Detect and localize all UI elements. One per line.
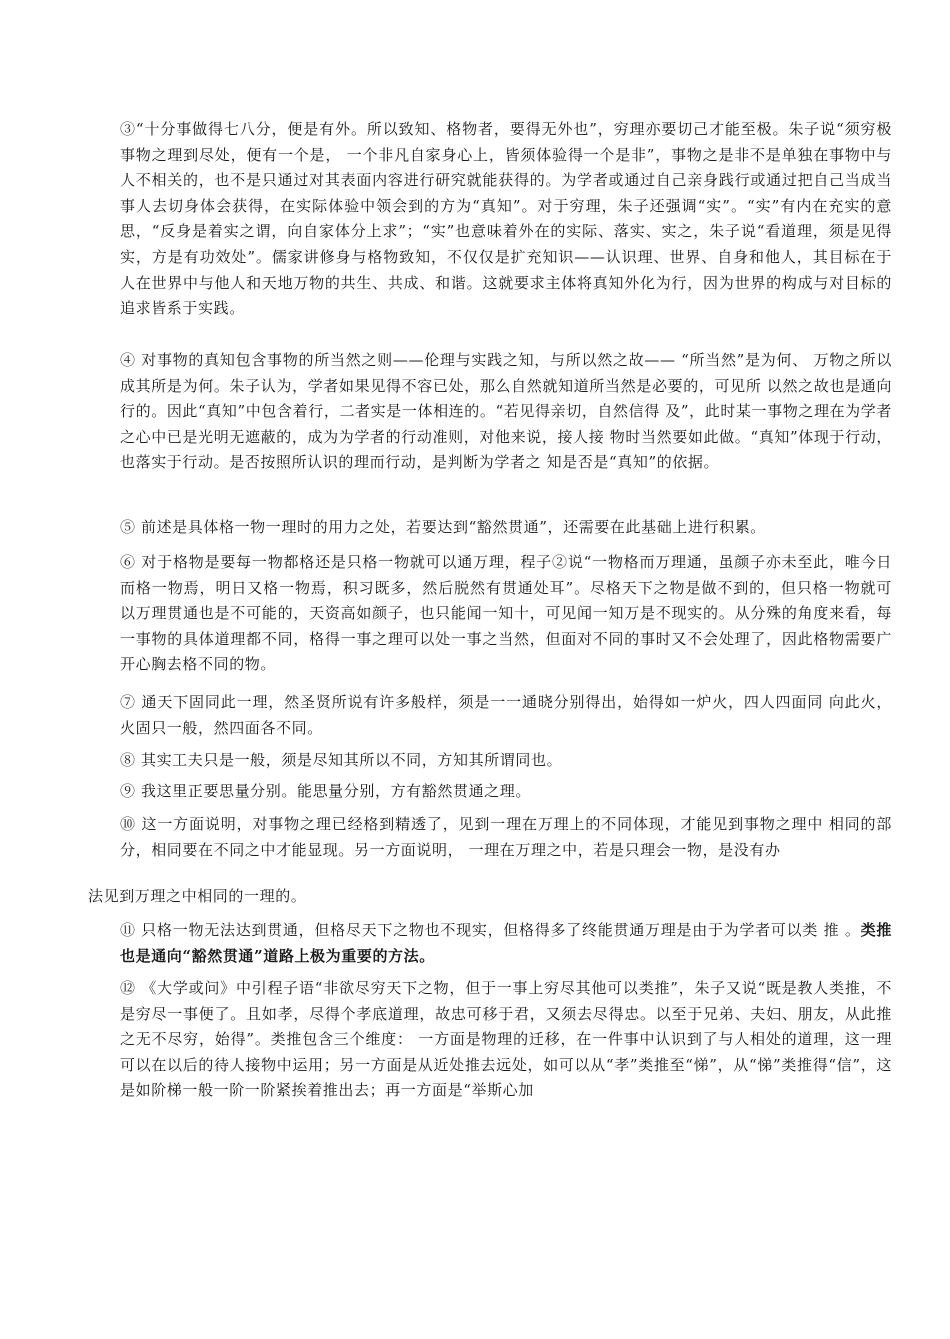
paragraph-11-bold-text: 类推也是通向“豁然贯通”道路上极为重要的方法。 [120, 921, 892, 965]
paragraph-11-text: ⑪ 只格一物无法达到贯通，但格尽天下之物也不现实，但格得多了终能贯通万理是由于为学者可以类 推 。 [120, 921, 861, 939]
paragraph-10: ⑩ 这一方面说明，对事物之理已经格到精透了，见到一理在万理上的不同体现，才能见到事物之理中 相同的部分，相同要在不同之中才能显现。另一方面说明， 一理在万理之中，若是只理会一物，是没有办 [120, 815, 892, 859]
paragraph-3: ③“十分事做得七八分，便是有外。所以致知、格物者，要得无外也”，穷理亦要切己才能至极。朱子说“须穷极事物之理到尽处，便有一个是， 一个非凡自家身心上，皆须体验得一个是非”，事物之是非不是单独在事物中与人不相关的，也不是只通过对其表面内容进行研究就能获得的。为学者或通过自己亲身践行或通过把自己当成当事人去切身体会获得，在实际体验中领会到的方为“真知”。对于穷理，朱子还强调“实”。“实”有内在充实的意思，“反身是着实之谓，向自家体分上求”；“实”也意味着外在的实际、落实、实之，朱子说“看道理，须是见得实，方是有功效处”。儒家讲修身与格物致知，不仅仅是扩充知识——认识理、世界、自身和他人，其目标在于人在世界中与他人和天地万物的共生、共成、和谐。这就要求主体将真知外化为行，因为世界的构成与对目标的追求皆系于实践。 [120, 120, 892, 318]
paragraph-11 [88, 918, 892, 969]
paragraph-7: ⑦ 通天下固同此一理，然圣贤所说有许多般样，须是一一通晓分别得出，始得如一炉火，四人四面同 向此火，火固只一般，然四面各不同。 [120, 693, 892, 737]
paragraph-9: ⑨ 我这里正要思量分别。能思量分别，方有豁然贯通之理。 [120, 782, 531, 800]
paragraph-5: ⑤ 前述是具体格一物一理时的用力之处，若要达到“豁然贯通”，还需要在此基础上进行积累。 [120, 518, 766, 536]
paragraph-12: ⑫ 《大学或问》中引程子语“非欲尽穷天下之物，但于一事上穷尽其他可以类推”，朱子又说“既是教人类推，不是穷尽一事便了。且如孝，尽得个孝底道理，故忠可移于君，又须去尽得忠。以至于兄弟、夫妇、朋友，从此推之无不尽穷，始得”。类推包含三个维度： 一方面是物理的迁移，在一件事中认识到了与人相处的道理，这一理可以在以后的待人接物中运用；另一方面是从近处推去远处，如可以从“孝”类推至“悌”，从“悌”类推得“信”，这是如阶梯一般一阶一阶紧挨着推出去；再一方面是“举斯心加 [120, 979, 892, 1100]
paragraph-6: ⑥ 对于格物是要每一物都格还是只格一物就可以通万理，程子②说“一物格而万理通，虽颜子亦未至此，唯今日而格一物焉，明日又格一物焉，积习既多，然后脱然有贯通处耳”。尽格天下之物是做不到的，但只格一物就可以万理贯通也是不可能的，天资高如颜子，也只能闻一知十，可见闻一知万是不现实的。从分殊的角度来看，每一事物的具体道理都不同，格得一事之理可以处一事之当然，但面对不同的事时又不会处理了，因此格物需要广开心胸去格不同的物。 [120, 553, 892, 674]
paragraph-4: ④ 对事物的真知包含事物的所当然之则——伦理与实践之知，与所以然之故—— “所当然”是为何、 万物之所以成其所是为何。朱子认为，学者如果见得不容已处，那么自然就知道所当然是必要的，可见所 以然之故也是通向行的。因此“真知”中包含着行，二者实是一体相连的。“若见得亲切，自然信得 及”，此时某一事物之理在为学者之心中已是光明无遮蔽的，成为为学者的行动准则，对他来说，接人接 物时当然要如此做。“真知”体现于行动，也落实于行动。是否按照所认识的理而行动，是判断为学者之 知是否是“真知”的依据。 [120, 351, 892, 472]
paragraph-8: ⑧ 其实工夫只是一般，须是尽知其所以不同，方知其所谓同也。 [120, 751, 563, 769]
paragraph-10-continuation: 法见到万理之中相同的一理的。 [88, 887, 307, 905]
